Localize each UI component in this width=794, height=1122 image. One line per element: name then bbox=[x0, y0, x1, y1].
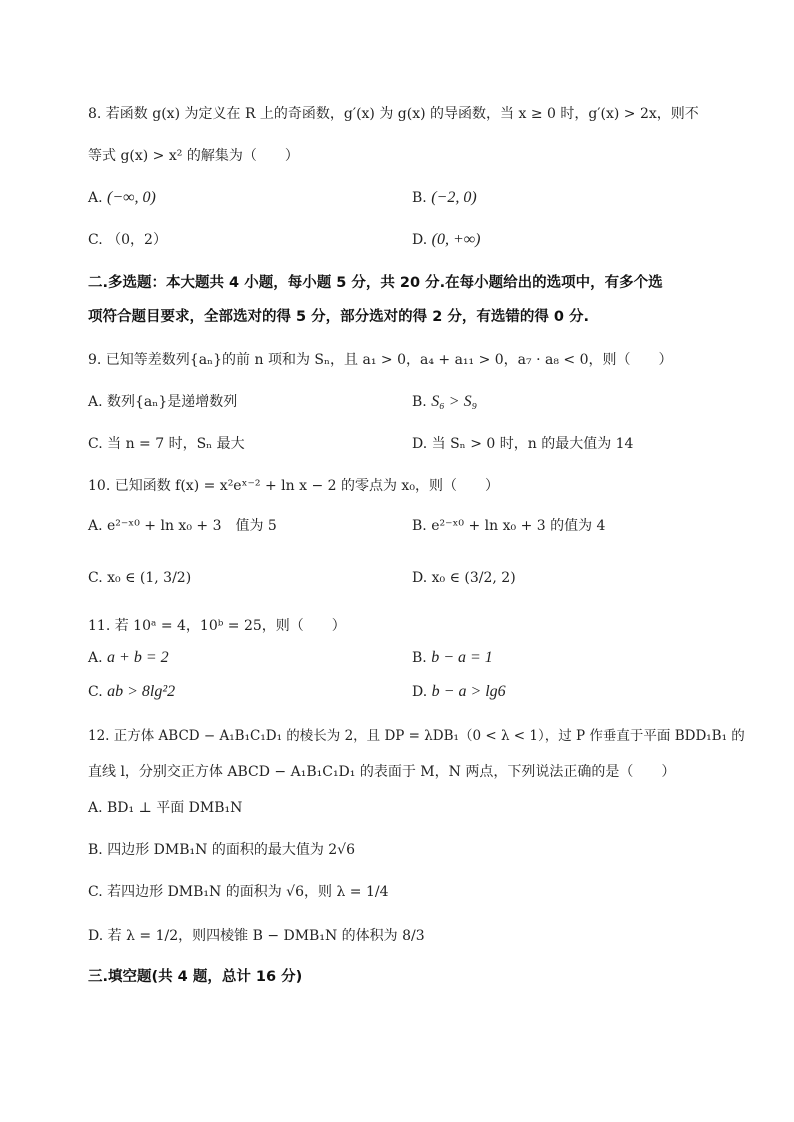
option-label: D. bbox=[412, 684, 428, 700]
section2-heading-line1: 二.多选题：本大题共 4 小题，每小题 5 分，共 20 分.在每小题给出的选项中，有多个选 bbox=[88, 275, 663, 291]
q11-option-b bbox=[412, 648, 493, 668]
q8-option-d bbox=[412, 230, 481, 250]
option-label: C. bbox=[88, 232, 103, 248]
option-label: C. bbox=[88, 884, 103, 900]
option-text: (0, +∞) bbox=[431, 231, 481, 248]
q8-option-c bbox=[88, 230, 167, 250]
q12-option-a bbox=[88, 798, 242, 818]
option-text: 当 Sₙ > 0 时，n 的最大值为 14 bbox=[431, 436, 634, 452]
q12-stem-line1: 12. 正方体 ABCD − A₁B₁C₁D₁ 的棱长为 2，且 DP = λDB₁（0 < λ < 1），过 P 作垂直于平面 BDD₁B₁ 的 bbox=[88, 728, 745, 744]
q12-stem-line2: 直线 l，分别交正方体 ABCD − A₁B₁C₁D₁ 的表面于 M，N 两点，下列说法正确的是（ ） bbox=[88, 764, 676, 780]
option-label: B. bbox=[412, 650, 427, 666]
q12-option-c bbox=[88, 882, 389, 902]
option-label: A. bbox=[88, 190, 103, 206]
option-text: e²⁻ˣ⁰ + ln x₀ + 3 值为 5 bbox=[107, 518, 277, 534]
option-label: B. bbox=[412, 190, 427, 206]
option-label: A. bbox=[88, 518, 103, 534]
option-label: C. bbox=[88, 436, 103, 452]
q12-option-d bbox=[88, 926, 425, 946]
option-label: B. bbox=[412, 518, 427, 534]
option-label: D. bbox=[412, 232, 428, 248]
q8-option-a bbox=[88, 188, 156, 208]
option-label: D. bbox=[412, 436, 428, 452]
option-text: 当 n = 7 时，Sₙ 最大 bbox=[107, 436, 245, 452]
q8-stem-line2: 等式 g(x) > x² 的解集为（ ） bbox=[88, 148, 299, 164]
q10-option-c bbox=[88, 568, 191, 588]
q10-option-b bbox=[412, 516, 605, 536]
option-label: B. bbox=[412, 394, 427, 410]
option-text: BD₁ ⊥ 平面 DMB₁N bbox=[107, 800, 243, 816]
q8-option-b bbox=[412, 188, 477, 208]
option-text: b − a = 1 bbox=[431, 649, 493, 666]
option-text: 四边形 DMB₁N 的面积的最大值为 2√6 bbox=[107, 842, 355, 858]
q12-option-b bbox=[88, 840, 355, 860]
q11-stem: 11. 若 10ᵃ = 4，10ᵇ = 25，则（ ） bbox=[88, 618, 346, 634]
option-label: A. bbox=[88, 800, 103, 816]
q11-option-a bbox=[88, 648, 169, 668]
q9-stem: 9. 已知等差数列{aₙ}的前 n 项和为 Sₙ，且 a₁ > 0，a₄ + a₁₁ > 0，a₇ · a₈ < 0，则（ ） bbox=[88, 352, 673, 368]
q9-option-a bbox=[88, 392, 237, 412]
option-text: a + b = 2 bbox=[107, 649, 169, 666]
option-text: e²⁻ˣ⁰ + ln x₀ + 3 的值为 4 bbox=[431, 518, 606, 534]
section3-heading: 三.填空题(共 4 题，总计 16 分) bbox=[88, 969, 303, 985]
q10-option-a bbox=[88, 516, 277, 536]
option-label: A. bbox=[88, 394, 103, 410]
q10-stem: 10. 已知函数 f(x) = x²eˣ⁻² + ln x − 2 的零点为 x₀，则（ ） bbox=[88, 478, 499, 494]
section2-heading-line2: 项符合题目要求，全部选对的得 5 分，部分选对的得 2 分，有选错的得 0 分. bbox=[88, 309, 590, 325]
option-text: x₀ ∈ (3/2, 2) bbox=[431, 570, 516, 586]
option-text: (−∞, 0) bbox=[107, 189, 156, 206]
option-text: ab > 8lg²2 bbox=[107, 683, 176, 700]
q9-option-d bbox=[412, 434, 633, 454]
option-text: S₆ > S₉ bbox=[431, 393, 478, 410]
option-text: x₀ ∈ (1, 3/2) bbox=[107, 570, 192, 586]
q9-option-b bbox=[412, 392, 477, 412]
q11-option-c bbox=[88, 682, 175, 702]
option-text: （0，2） bbox=[107, 232, 167, 248]
option-label: C. bbox=[88, 684, 103, 700]
q10-option-d bbox=[412, 568, 516, 588]
option-text: (−2, 0) bbox=[431, 189, 477, 206]
q8-stem-line1: 8. 若函数 g(x) 为定义在 R 上的奇函数，g′(x) 为 g(x) 的导函数，当 x ≥ 0 时，g′(x) > 2x，则不 bbox=[88, 106, 699, 122]
option-label: D. bbox=[412, 570, 428, 586]
option-text: 若四边形 DMB₁N 的面积为 √6，则 λ = 1/4 bbox=[107, 884, 389, 900]
q9-option-c bbox=[88, 434, 245, 454]
option-label: B. bbox=[88, 842, 103, 858]
option-label: D. bbox=[88, 928, 104, 944]
option-label: A. bbox=[88, 650, 103, 666]
option-text: 数列{aₙ}是递增数列 bbox=[107, 394, 238, 410]
option-text: 若 λ = 1/2，则四棱锥 B − DMB₁N 的体积为 8/3 bbox=[107, 928, 425, 944]
option-label: C. bbox=[88, 570, 103, 586]
q11-option-d bbox=[412, 682, 506, 702]
option-text: b − a > lg6 bbox=[431, 683, 506, 700]
